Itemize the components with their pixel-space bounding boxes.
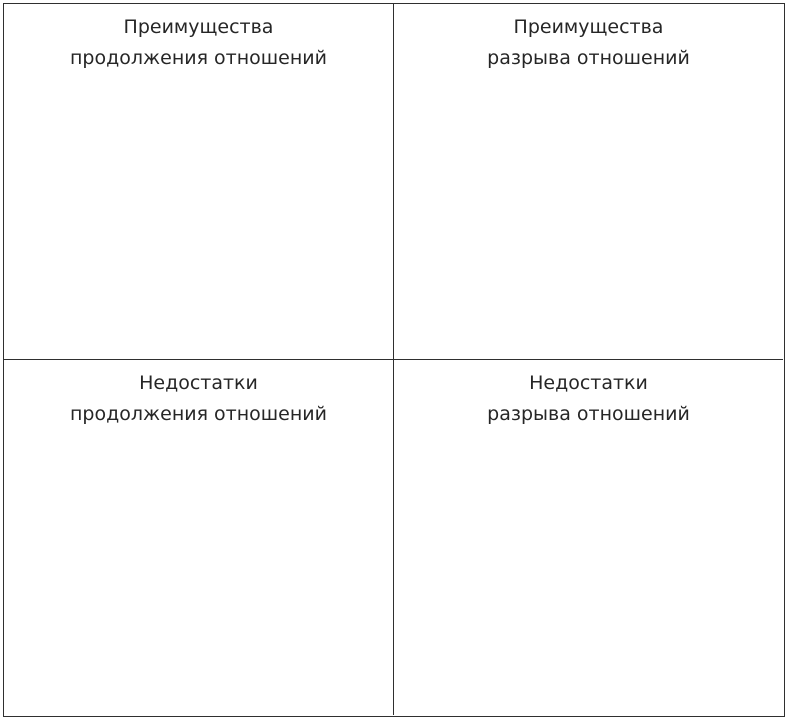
quadrant-pros-breakup	[394, 4, 783, 360]
quadrant-heading-line1: Преимущества	[513, 16, 664, 38]
quadrant-heading-line1: Недостатки	[139, 372, 258, 394]
quadrant-pros-continue	[4, 4, 394, 360]
quadrant-heading-line2: разрыва отношений	[487, 403, 690, 425]
quadrant-cons-breakup	[394, 360, 783, 715]
quadrant-heading-line2: продолжения отношений	[70, 47, 327, 69]
quadrant-cons-continue	[4, 360, 394, 715]
quadrant-heading-line2: разрыва отношений	[487, 47, 690, 69]
quadrant-heading-line1: Недостатки	[529, 372, 648, 394]
quadrant-heading-line2: продолжения отношений	[70, 403, 327, 425]
decision-matrix	[3, 3, 785, 717]
quadrant-heading-line1: Преимущества	[123, 16, 274, 38]
